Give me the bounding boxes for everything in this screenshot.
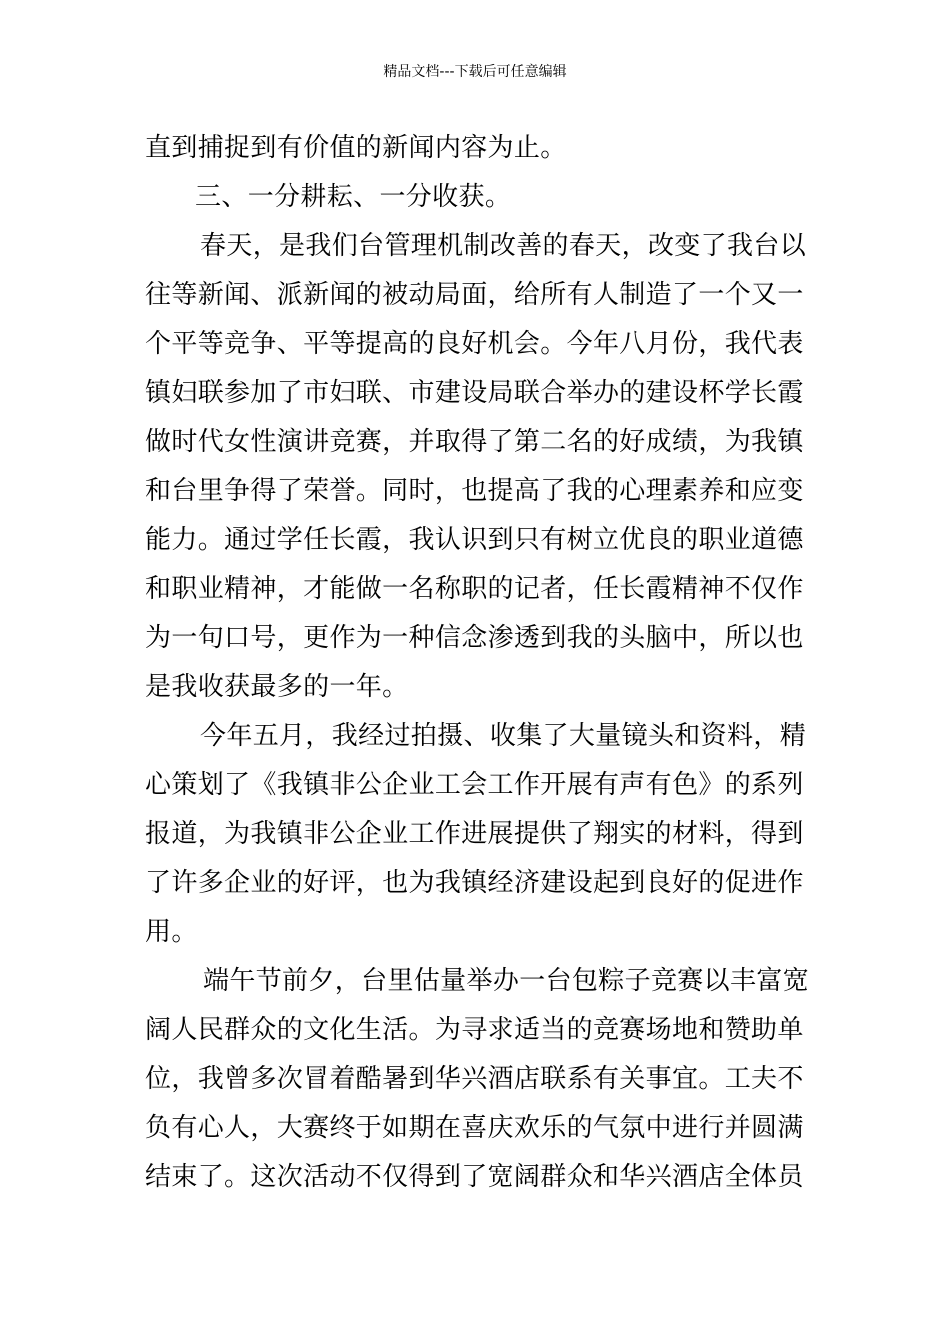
text-line: 用。 (145, 917, 198, 947)
text-line: 和台里争得了荣誉。同时，也提高了我的心理素养和应变 (145, 476, 804, 506)
text-line: 心策划了《我镇非公企业工会工作开展有声有色》的系列 (145, 770, 804, 800)
text-line: 能力。通过学任长霞，我认识到只有树立优良的职业道德 (145, 525, 804, 555)
text-line: 往等新闻、派新闻的被动局面，给所有人制造了一个又一 (145, 280, 804, 310)
text-line: 个平等竞争、平等提高的良好机会。今年八月份，我代表 (145, 329, 804, 359)
text-line: 端午节前夕，台里估量举办一台包粽子竞赛以丰富宽 (203, 966, 810, 996)
text-line: 三、一分耕耘、一分收获。 (195, 182, 512, 212)
text-line: 直到捕捉到有价值的新闻内容为止。 (145, 133, 567, 163)
text-line: 做时代女性演讲竞赛，并取得了第二名的好成绩，为我镇 (145, 427, 804, 457)
text-line: 镇妇联参加了市妇联、市建设局联合举办的建设杯学长霞 (145, 378, 804, 408)
text-line: 了许多企业的好评，也为我镇经济建设起到良好的促进作 (145, 868, 804, 898)
text-line: 和职业精神，才能做一名称职的记者，任长霞精神不仅作 (145, 574, 804, 604)
text-line: 负有心人，大赛终于如期在喜庆欢乐的气氛中进行并圆满 (145, 1113, 804, 1143)
text-line: 报道，为我镇非公企业工作进展提供了翔实的材料，得到 (145, 819, 804, 849)
text-line: 位，我曾多次冒着酷暑到华兴酒店联系有关事宜。工夫不 (145, 1064, 804, 1094)
text-line: 阔人民群众的文化生活。为寻求适当的竞赛场地和赞助单 (145, 1015, 804, 1045)
text-line: 为一句口号，更作为一种信念渗透到我的头脑中，所以也 (145, 623, 804, 653)
text-line: 今年五月，我经过拍摄、收集了大量镜头和资料，精 (200, 721, 807, 751)
page-header: 精品文档---下载后可任意编辑 (383, 64, 567, 80)
document-body (145, 124, 810, 1202)
text-line: 是我收获最多的一年。 (145, 672, 409, 702)
text-line: 春天，是我们台管理机制改善的春天，改变了我台以 (200, 231, 807, 261)
text-line: 结束了。这次活动不仅得到了宽阔群众和华兴酒店全体员 (145, 1162, 804, 1192)
